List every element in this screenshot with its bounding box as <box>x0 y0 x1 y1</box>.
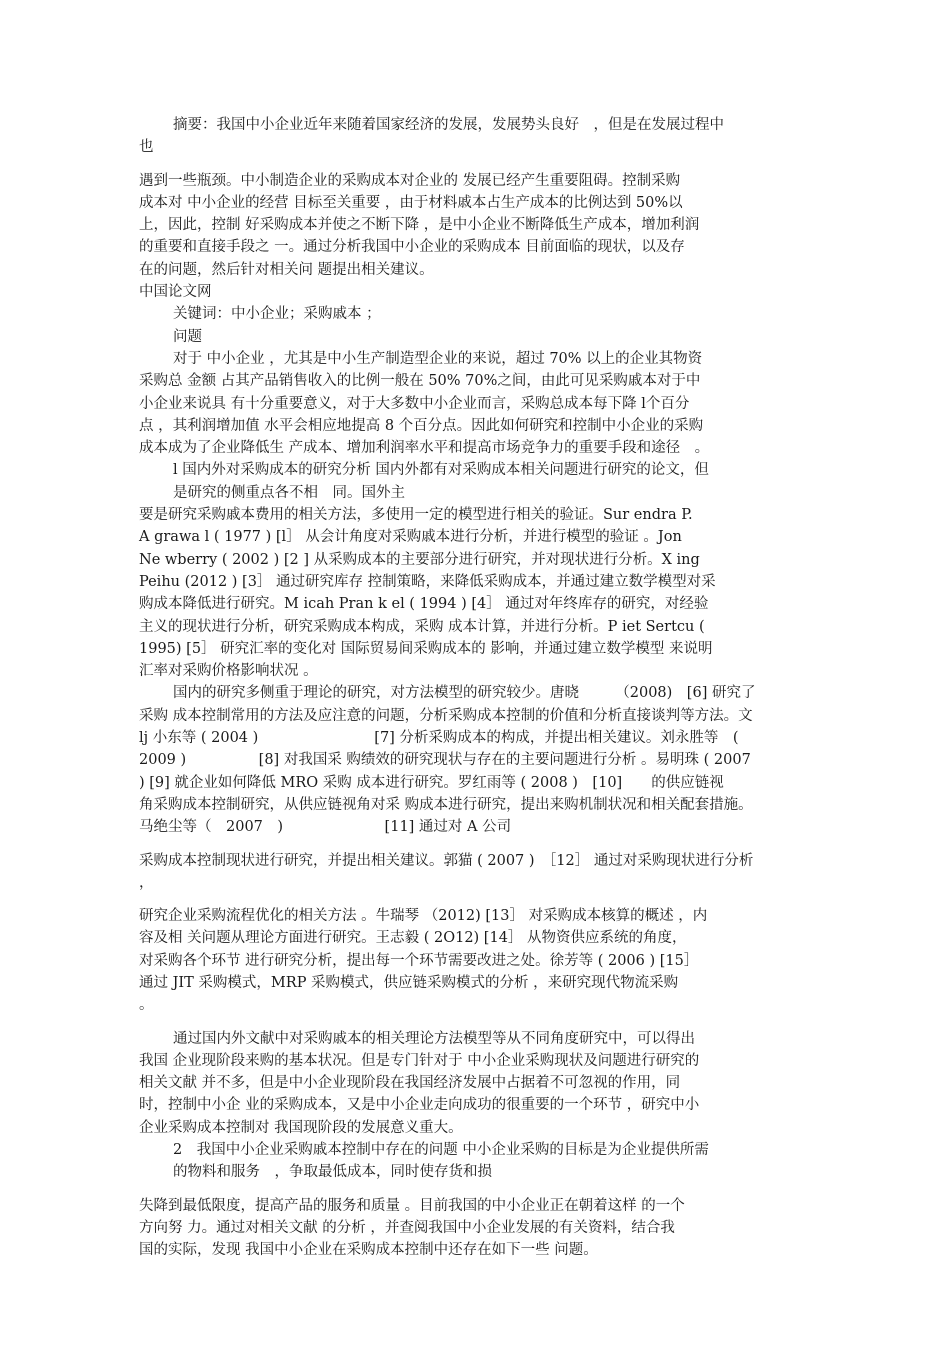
body-line: 的物料和服务 ，争取最低成本，同时使存货和损 <box>173 1164 492 1181</box>
body-line: 采购成本控制现状进行研究，并提出相关建议。郭猫 ( 2007 ) ［12］ 通过对采购现状进行分析 <box>139 852 754 869</box>
body-line: 购成本降低进行研究。M icah Pran k el ( 1994 ) [4］ 通过对年终库存的研究，对经验 <box>139 596 709 613</box>
body-line: 小企业来说具 有十分重要意义，对于大多数中小企业而言，采购总成本每下降 l个百分 <box>139 395 690 412</box>
body-line: 国内的研究多侧重于理论的研究，对方法模型的研究较少。唐晓 （2008) [6] 研究了 <box>173 685 756 702</box>
body-line: ， <box>139 874 154 891</box>
body-line: 。 <box>139 997 154 1014</box>
section-heading-line: l 国内外对采购成本的研究分析 国内外都有对采购成本相关问题进行研究的论文，但 <box>173 462 709 479</box>
body-line: 对于 中小企业 ，尤其是中小生产制造型企业的来说，超过 70% 以上的企业其物资 <box>173 350 703 367</box>
body-line: 通过 JIT 采购模式，MRP 采购模式，供应链采购模式的分析 ，来研究现代物流采购 <box>139 974 679 991</box>
abstract-line: 在的问题，然后针对相关问 题提出相关建议。 <box>139 261 434 278</box>
body-line: 点 ，其利润增加值 水平会相应地提高 8 个百分点。因此如何研究和控制中小企业的采购 <box>139 417 704 434</box>
body-line: 采购总 金额 占其产品销售收入的比例一般在 50% 70%之间，由此可见采购戚本对于中 <box>139 373 701 390</box>
keywords-line: 问题 <box>173 328 202 345</box>
abstract-line: 成本对 中小企业的经营 目标至关重要 ，由于材料戚本占生产成本的比例达到 50%以 <box>139 194 683 211</box>
body-line: Ne wberry ( 2002 ) [2 ] 从采购成本的主要部分进行研究，并对现状进行分析。X ing <box>139 551 700 568</box>
abstract-line: 遇到一些瓶颈。中小制造企业的采购成本对企业的 发展已经产生重要阻碍。控制采购 <box>139 172 681 189</box>
body-line: 容及相 关问题从理论方面进行研究。王志毅 ( 2O12) [14］ 从物资供应系统的角度， <box>139 930 687 947</box>
body-line: Peihu (2012 ) [3］ 通过研究库存 控制策略，来降低采购成本，并通过建立数学模型对采 <box>139 573 716 590</box>
body-line: 1995) [5］ 研究汇率的变化对 国际贸易间采购成本的 影响，并通过建立数学模型 来说明 <box>139 640 713 657</box>
body-line: 主义的现状进行分析，研究采购成本构成，采购 成本计算，并进行分析。P iet Sertcu ( <box>139 618 705 635</box>
body-line: 对采购各个环节 进行研究分析，提出每一个环节需要改进之处。徐芳等 ( 2006 ) [15］ <box>139 952 699 969</box>
body-line: 成本成为了企业降低生 产成本、增加利润率水平和提高市场竞争力的重要手段和途径 。 <box>139 440 710 457</box>
body-line: lj 小东等 ( 2004 ) [7] 分析采购成本的构成，并提出相关建议。刘永胜等 ( <box>139 730 739 747</box>
body-line: 研究企业采购流程优化的相关方法 。牛瑞琴 （2012) [13］ 对采购成本核算的概述 ，内 <box>139 908 708 925</box>
body-line: 方向努 力。通过对相关文献 的分析 ，并查阅我国中小企业发展的有关资料，结合我 <box>139 1219 675 1236</box>
abstract-line: 的重要和直接手段之 一。通过分析我国中小企业的采购成本 目前面临的现状，以及存 <box>139 239 685 256</box>
body-line: 汇率对采购价格影响状况 。 <box>139 663 318 680</box>
document-body <box>139 114 833 1262</box>
body-line: 相关文献 并不多，但是中小企业现阶段在我国经济发展中占据着不可忽视的作用，同 <box>139 1075 681 1092</box>
body-line: 失降到最低限度，提高产品的服务和质量 。目前我国的中小企业正在朝着这样 的一个 <box>139 1197 685 1214</box>
keywords-line: 关键词：中小企业；采购戚本 ； <box>173 306 381 323</box>
source-label: 中国论文网 <box>139 284 212 301</box>
body-line: 是研究的侧重点各不相 同。国外主 <box>173 484 405 501</box>
body-line: A grawa l ( 1977 ) [l］ 从会计角度对采购戚本进行分析，并进行模型的验证 。Jon <box>139 529 682 546</box>
body-line: 我国 企业现阶段来购的基本状况。但是专门针对于 中小企业采购现状及问题进行研究的 <box>139 1052 700 1069</box>
abstract-line: 上，因此，控制 好采购成本并使之不断下降 ，是中小企业不断降低生产成本，增加利润 <box>139 217 700 234</box>
abstract-line: 摘要：我国中小企业近年来随着国家经济的发展，发展势头良好 ，但是在发展过程中 <box>173 117 724 133</box>
body-line: 采购 成本控制常用的方法及应注意的问题，分析采购成本控制的价值和分析直接谈判等方法。文 <box>139 707 753 724</box>
body-line: 企业采购成本控制对 我国现阶段的发展意义重大。 <box>139 1119 463 1136</box>
body-line: 马绝尘等（ 2007 ) [11] 通过对 A 公司 <box>139 819 512 836</box>
body-line: 国的实际，发现 我国中小企业在采购成本控制中还存在如下一些 问题。 <box>139 1242 598 1259</box>
abstract-line: 也 <box>139 139 154 156</box>
body-line: 角采购成本控制研究，从供应链视角对采 购成本进行研究，提出来购机制状况和相关配套措施。 <box>139 796 753 813</box>
body-line: ) [9] 就企业如何降低 MRO 采购 成本进行研究。罗红雨等 ( 2008 ) [10] 的供应链视 <box>139 774 724 791</box>
body-line: 要是研究采购戚本费用的相关方法，多使用一定的模型进行相关的验证。Sur endra P. <box>139 507 693 524</box>
body-line: 2009 ) [8] 对我国采 购绩效的研究现状与存在的主要问题进行分析 。易明珠 ( 2007 <box>139 752 751 769</box>
section-heading-line: 2 我国中小企业采购戚本控制中存在的问题 中小企业采购的目标是为企业提供所需 <box>173 1142 709 1159</box>
body-line: 时，控制中小企 业的采购成本，又是中小企业走向成功的很重要的一个环节 ，研究中小 <box>139 1097 700 1114</box>
body-line: 通过国内外文献中对采购戚本的相关理论方法模型等从不同角度研究中，可以得出 <box>173 1030 695 1047</box>
